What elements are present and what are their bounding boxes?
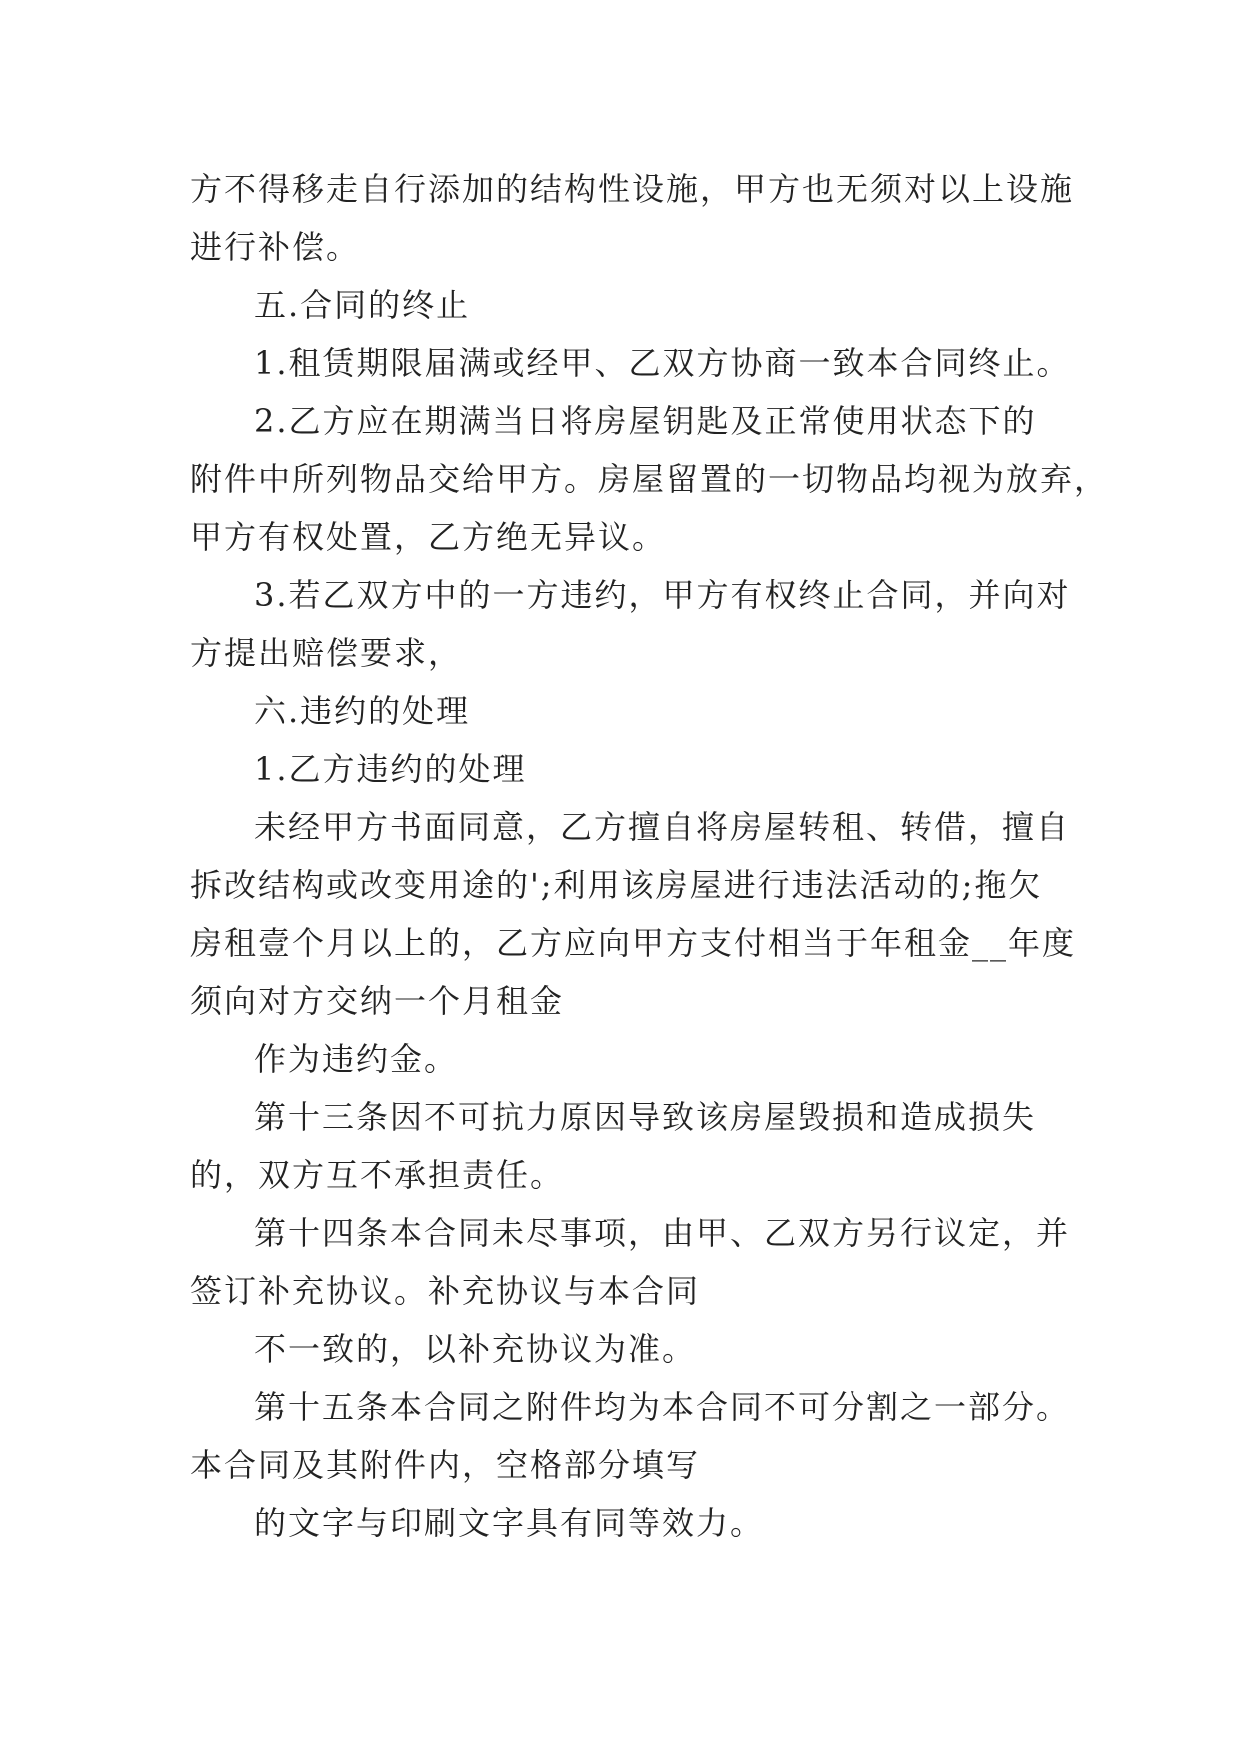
paragraph-line: 须向对方交纳一个月租金	[190, 982, 565, 1020]
subsection-heading: 1.乙方违约的处理	[254, 750, 527, 788]
paragraph-line: 进行补偿。	[190, 228, 361, 266]
paragraph-line: 第十五条本合同之附件均为本合同不可分割之一部分。	[254, 1388, 1071, 1426]
paragraph-line: 3.若乙双方中的一方违约，甲方有权终止合同，并向对	[254, 576, 1071, 614]
paragraph-line: 的文字与印刷文字具有同等效力。	[254, 1504, 765, 1542]
paragraph-line: 方提出赔偿要求，	[190, 634, 463, 672]
paragraph-line: 2.乙方应在期满当日将房屋钥匙及正常使用状态下的	[254, 402, 1037, 440]
section-heading: 五.合同的终止	[254, 286, 471, 324]
paragraph-line: 1.租赁期限届满或经甲、乙双方协商一致本合同终止。	[254, 344, 1071, 382]
paragraph-line: 第十四条本合同未尽事项，由甲、乙双方另行议定，并	[254, 1214, 1071, 1252]
paragraph-line: 方不得移走自行添加的结构性设施，甲方也无须对以上设施	[190, 170, 1075, 208]
paragraph-line: 房租壹个月以上的，乙方应向甲方支付相当于年租金__年度	[190, 924, 1077, 962]
paragraph-line: 作为违约金。	[254, 1040, 459, 1078]
paragraph-line: 不一致的，以补充协议为准。	[254, 1330, 697, 1368]
paragraph-line: 甲方有权处置，乙方绝无异议。	[190, 518, 667, 556]
document-body	[190, 160, 1109, 1552]
paragraph-line: 未经甲方书面同意，乙方擅自将房屋转租、转借，擅自	[254, 808, 1071, 846]
paragraph-line: 本合同及其附件内，空格部分填写	[190, 1446, 701, 1484]
paragraph-line: 签订补充协议。补充协议与本合同	[190, 1272, 701, 1310]
section-heading: 六.违约的处理	[254, 692, 471, 730]
paragraph-line: 拆改结构或改变用途的';利用该房屋进行违法活动的;拖欠	[190, 866, 1043, 904]
paragraph-line: 附件中所列物品交给甲方。房屋留置的一切物品均视为放弃，	[190, 460, 1109, 498]
paragraph-line: 的，双方互不承担责任。	[190, 1156, 565, 1194]
paragraph-line: 第十三条因不可抗力原因导致该房屋毁损和造成损失	[254, 1098, 1037, 1136]
